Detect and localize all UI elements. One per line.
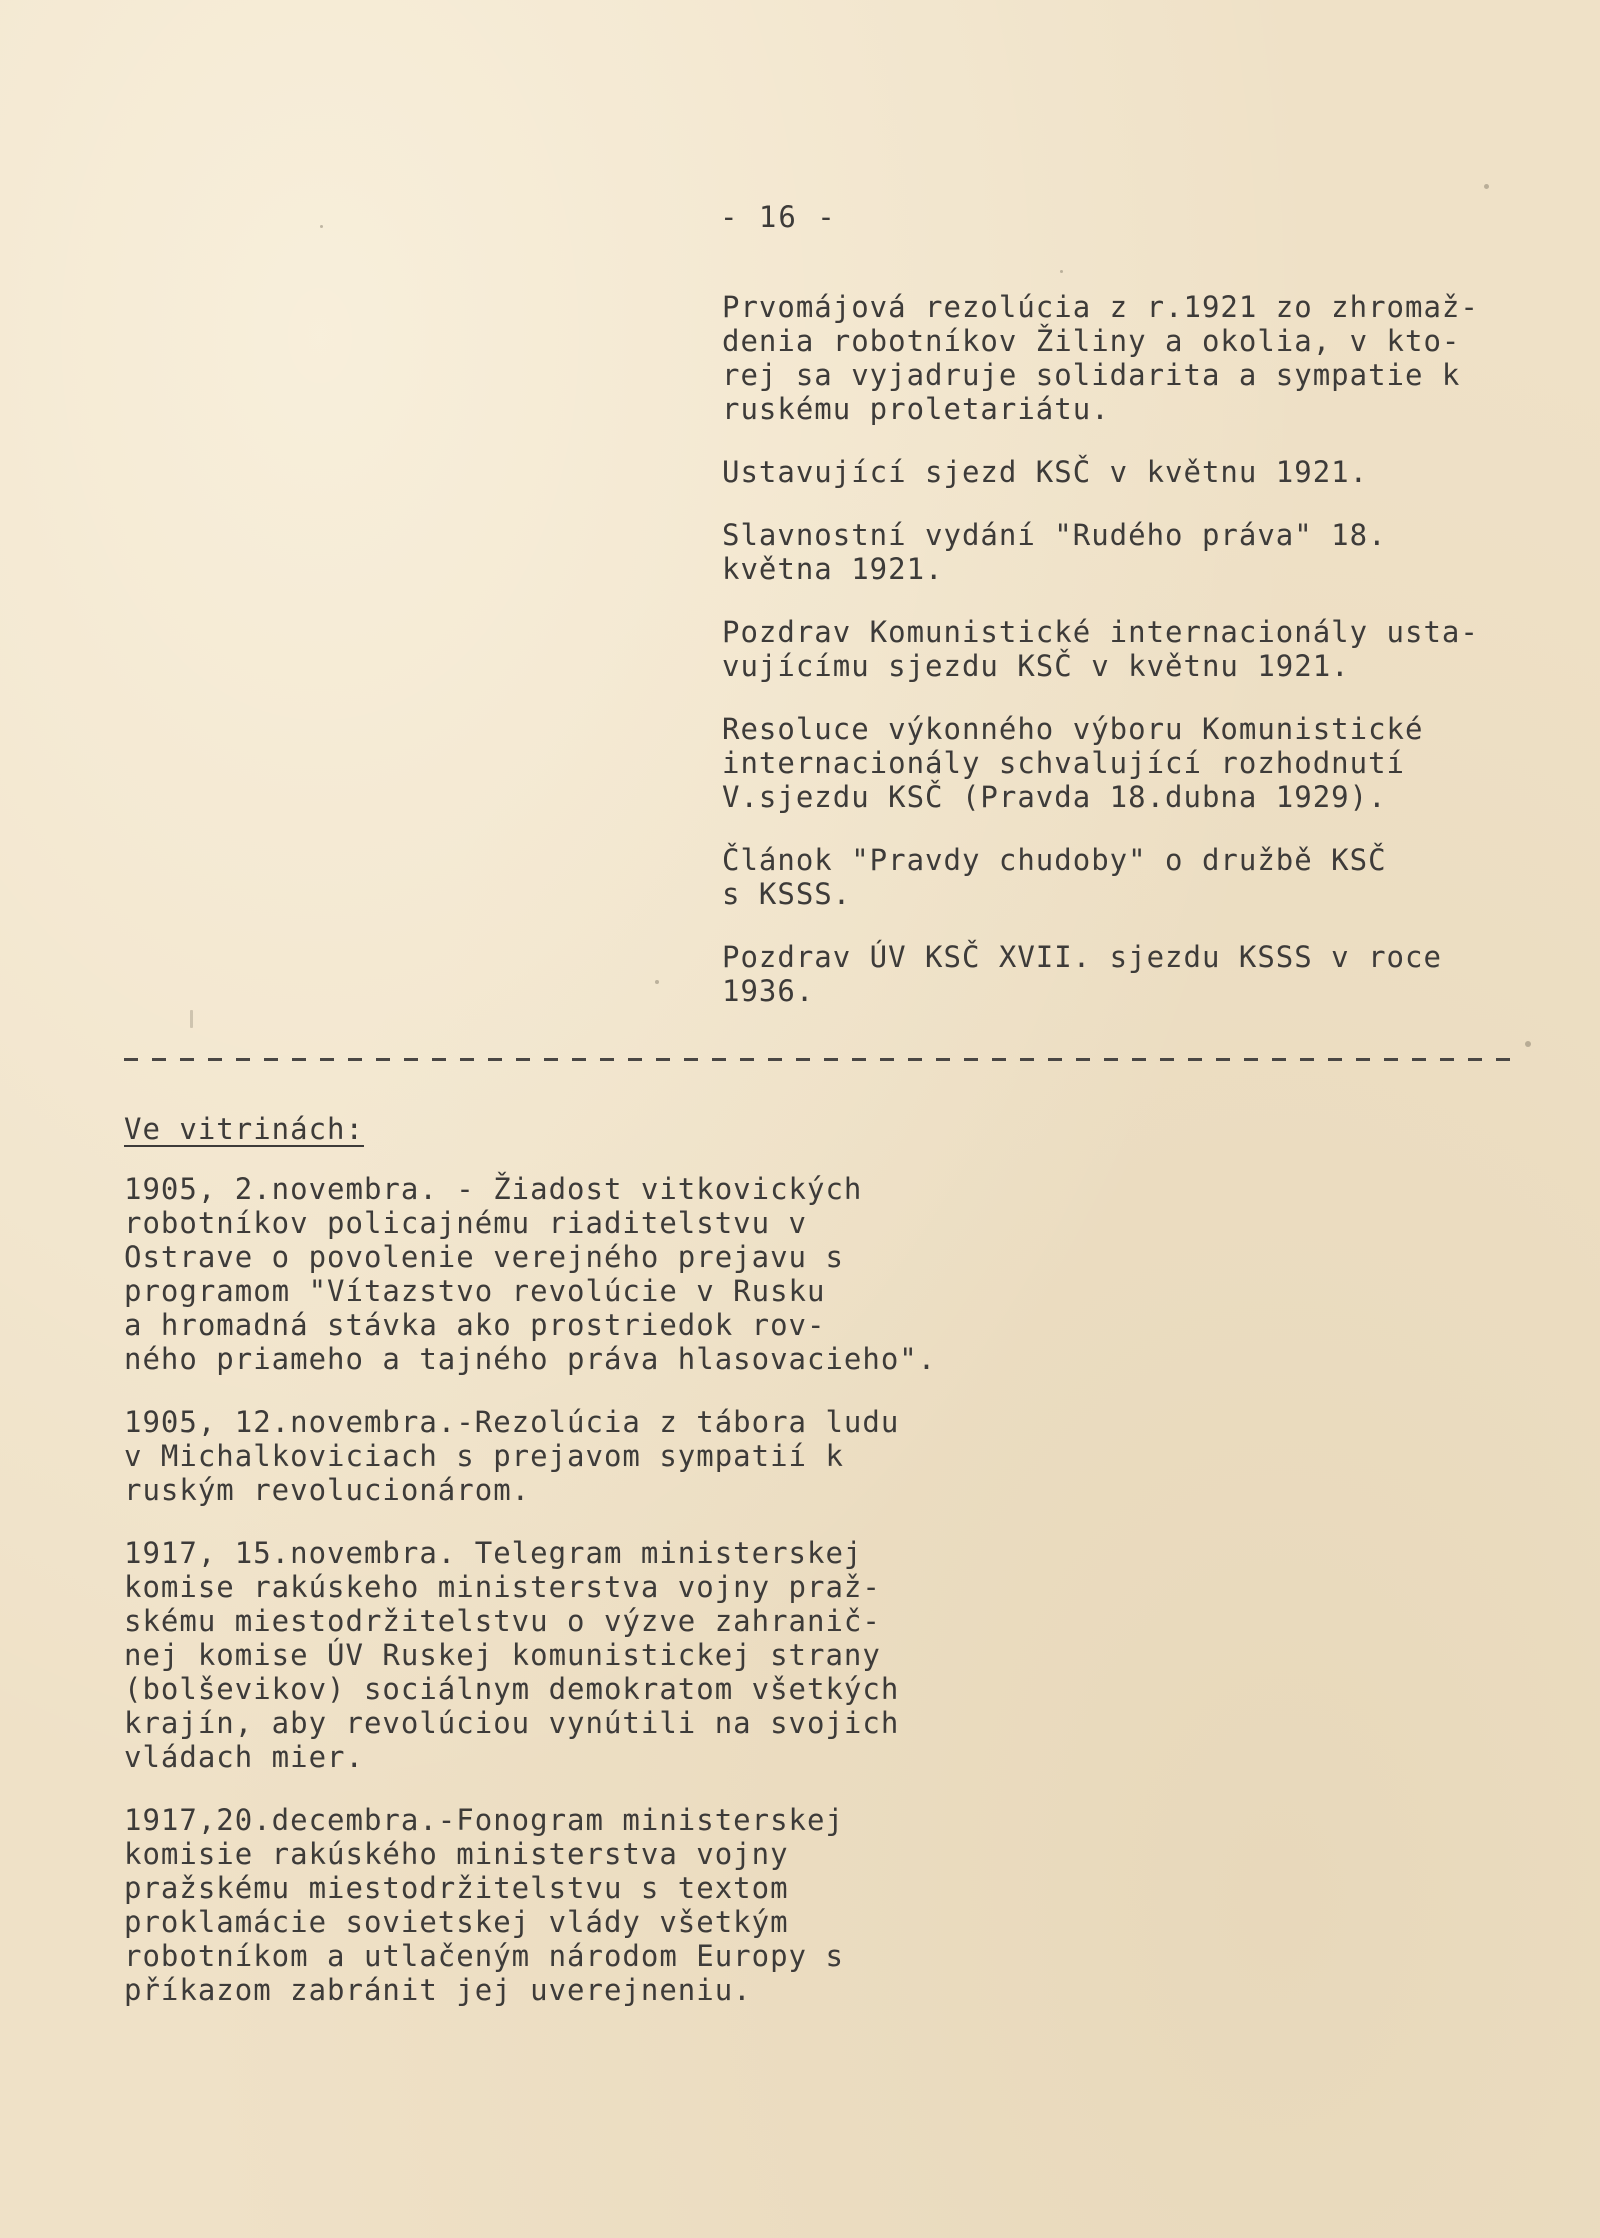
- paper-speck: [320, 225, 323, 228]
- upper-entry: [722, 615, 1542, 683]
- vitrine-entry-line: příkazom zabránit jej uverejneniu.: [124, 1973, 752, 2007]
- upper-entry-line: Článok "Pravdy chudoby" o družbě KSČ: [722, 843, 1387, 877]
- upper-entry-line: denia robotníkov Žiliny a okolia, v kto-: [722, 324, 1461, 358]
- upper-entry: [722, 290, 1542, 426]
- upper-entry-line: Pozdrav Komunistické internacionály usta-: [722, 615, 1479, 649]
- paper-speck: [1484, 184, 1489, 189]
- vitrine-entry: [124, 1536, 1024, 1774]
- vitrine-entry-line: programom "Vítazstvo revolúcie v Rusku: [124, 1274, 826, 1308]
- upper-entry: [722, 455, 1542, 489]
- upper-entry-line: V.sjezdu KSČ (Pravda 18.dubna 1929).: [722, 780, 1387, 814]
- vitrine-entry-line: v Michalkoviciach s prejavom sympatií k: [124, 1439, 844, 1473]
- vitrine-entry-line: proklamácie sovietskej vlády všetkým: [124, 1905, 789, 1939]
- upper-entry-line: vujícímu sjezdu KSČ v květnu 1921.: [722, 649, 1350, 683]
- vitrine-entry-line: nej komise ÚV Ruskej komunistickej strany: [124, 1638, 881, 1672]
- upper-entry: [722, 712, 1542, 814]
- vitrine-entry-line: a hromadná stávka ako prostriedok rov-: [124, 1308, 826, 1342]
- upper-entry-line: ruskému proletariátu.: [722, 392, 1110, 426]
- upper-entry-line: s KSSS.: [722, 877, 852, 911]
- vitrine-entry-line: 1905, 12.novembra.-Rezolúcia z tábora ludu: [124, 1405, 900, 1439]
- vitrine-entry: [124, 1172, 1024, 1376]
- vitrine-entry-line: pražskému miestodržitelstvu s textom: [124, 1871, 789, 1905]
- vitrine-entry-line: 1917, 15.novembra. Telegram ministerskej: [124, 1536, 863, 1570]
- paper-speck: [1525, 1041, 1531, 1047]
- vitrine-entry-line: robotníkom a utlačeným národom Europy s: [124, 1939, 844, 1973]
- upper-entry-line: 1936.: [722, 974, 815, 1008]
- paper-speck: [1060, 270, 1063, 273]
- upper-entry-line: Resoluce výkonného výboru Komunistické: [722, 712, 1424, 746]
- vitrine-entry-line: vládach mier.: [124, 1740, 364, 1774]
- vitrine-entry-line: ného priameho a tajného práva hlasovacieho".: [124, 1342, 937, 1376]
- dashed-divider: [124, 1058, 1524, 1061]
- vitrine-entry-line: komisie rakúského ministerstva vojny: [124, 1837, 789, 1871]
- paper-speck: [655, 980, 659, 984]
- vitrine-entry-line: skému miestodržitelstvu o výzve zahranič-: [124, 1604, 881, 1638]
- vitrine-entry: [124, 1803, 1024, 2007]
- upper-entry-line: Slavnostní vydání "Rudého práva" 18.: [722, 518, 1387, 552]
- vitrine-entry: [124, 1405, 1024, 1507]
- upper-entry-line: Prvomájová rezolúcia z r.1921 zo zhromaž-: [722, 290, 1479, 324]
- upper-entry-line: Pozdrav ÚV KSČ XVII. sjezdu KSSS v roce: [722, 940, 1442, 974]
- vitrine-entry-line: Ostrave o povolenie verejného prejavu s: [124, 1240, 844, 1274]
- upper-entry-line: Ustavující sjezd KSČ v květnu 1921.: [722, 455, 1369, 489]
- vitrine-entry-line: 1905, 2.novembra. - Žiadost vitkovických: [124, 1172, 863, 1206]
- vitrine-entry-line: krajín, aby revolúciou vynútili na svojich: [124, 1706, 900, 1740]
- paper-speck: [190, 1010, 193, 1028]
- upper-entry-line: internacionály schvalující rozhodnutí: [722, 746, 1406, 780]
- upper-entry-line: rej sa vyjadruje solidarita a sympatie k: [722, 358, 1461, 392]
- exhibit-list-vitrines: [124, 1172, 1024, 2036]
- upper-entry: [722, 518, 1542, 586]
- vitrine-entry-line: 1917,20.decembra.-Fonogram ministerskej: [124, 1803, 844, 1837]
- page-number: - 16 -: [720, 200, 837, 234]
- upper-entry: [722, 843, 1542, 911]
- exhibit-list-upper: [722, 290, 1542, 1037]
- vitrine-entry-line: (bolševikov) sociálnym demokratom všetkých: [124, 1672, 900, 1706]
- vitrine-entry-line: ruským revolucionárom.: [124, 1473, 531, 1507]
- vitrine-entry-line: komise rakúskeho ministerstva vojny praž-: [124, 1570, 881, 1604]
- upper-entry-line: května 1921.: [722, 552, 944, 586]
- upper-entry: [722, 940, 1542, 1008]
- vitrine-entry-line: robotníkov policajnému riaditelstvu v: [124, 1206, 808, 1240]
- section-heading: Ve vitrinách:: [124, 1112, 364, 1146]
